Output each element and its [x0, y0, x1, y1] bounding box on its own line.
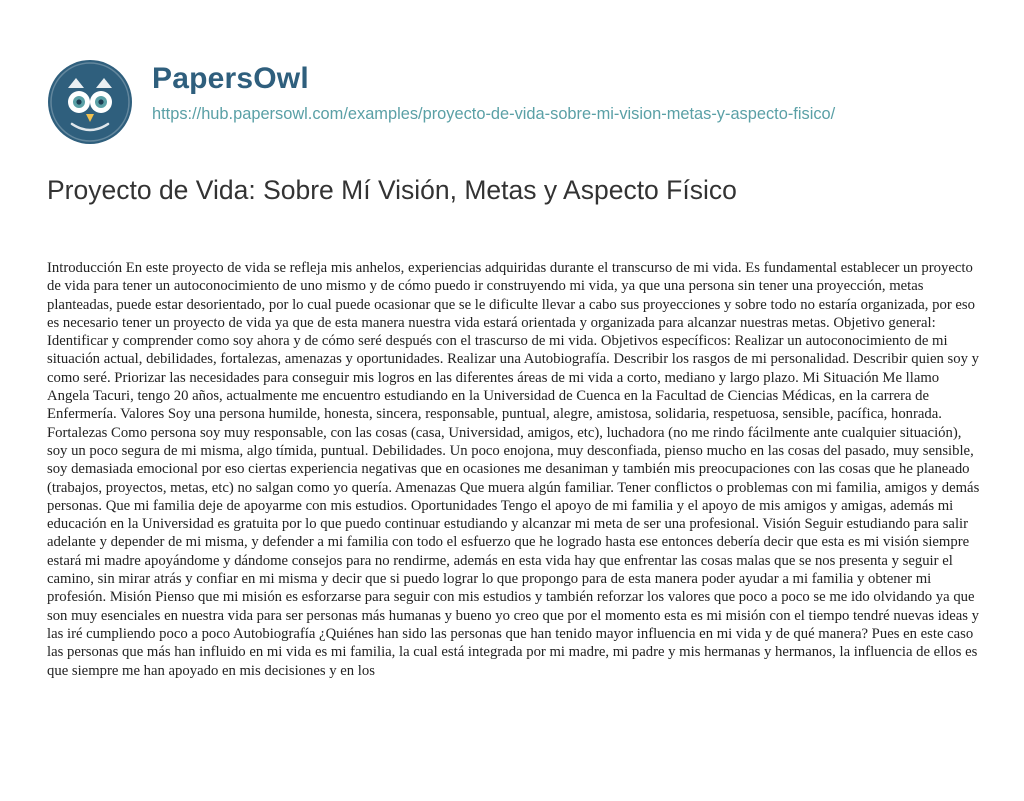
document-title: Proyecto de Vida: Sobre Mí Visión, Metas y Aspecto Físico — [47, 175, 737, 205]
brand-name[interactable]: PapersOwl — [152, 62, 309, 95]
source-url-link[interactable]: https://hub.papersowl.com/examples/proyecto-de-vida-sobre-mi-vision-metas-y-aspecto-fisico/ — [152, 105, 836, 123]
site-header — [46, 58, 1006, 138]
document-body: Introducción En este proyecto de vida se refleja mis anhelos, experiencias adquiridas durante el transcurso de mi vida. Es fundamental establecer un proyecto de vida para tener un autoconocimiento de uno mismo y de cómo puedo ir construyendo mi vida, ya que una persona sin tener una proyección, metas planteadas, puede estar desorientado, por lo cual puede ocasionar que se le dificulte llevar a cabo sus proyecciones y sobre todo no estaría organizada, por eso es necesario tener un proyecto de vida ya que de esta manera nuestra vida estará orientada y organizada para alcanzar nuestras metas. Objetivo general: Identificar y comprender como soy ahora y de cómo seré después con el trascurso de mi vida. Objetivos específicos: Realizar un autoconocimiento de mi situación actual, debilidades, fortalezas, amenazas y oportunidades. Realizar una Autobiografía. Describir los rasgos de mi personalidad. Describir quien soy y como seré. Priorizar las necesidades para conseguir mis logros en las diferentes áreas de mi vida a corto, mediano y largo plazo. Mi Situación Me llamo Angela Tacuri, tengo 20 años, actualmente me encuentro estudiando en la Universidad de Cuenca en la Facultad de Ciencias Médicas, en la carrera de Enfermería. Valores Soy una persona humilde, honesta, sincera, responsable, puntual, alegre, amistosa, solidaria, respetuosa, sensible, pacífica, honrada. Fortalezas Como persona soy muy responsable, con las cosas (casa, Universidad, amigos, etc), luchadora (no me rindo fácilmente ante cualquier situación), soy un poco segura de mi misma, algo tímida, puntual. Debilidades. Un poco enojona, muy desconfiada, pienso mucho en las cosas del pasado, muy sensible, soy demasiada emocional por eso ciertas experiencia negativas que en ocasiones me desaniman y también mis preocupaciones con las cosas que he planeado (trabajos, proyectos, metas, etc) no salgan como yo quería. Amenazas Que muera algún familiar. Tener conflictos o problemas con mi familia, amigos y demás personas. Que mi familia deje de apoyarme con mis estudios. Oportunidades Tengo el apoyo de mi familia y el apoyo de mis amigos y amigas, además mi educación en la Universidad es gratuita por lo que puedo continuar estudiando y alcanzar mi meta de ser una profesional. Visión Seguir estudiando para salir adelante y depender de mi misma, y defender a mi familia con todo el esfuerzo que he logrado hasta ese entonces debería decir que esta es mi visión siempre estará mi madre apoyándome y dándome consejos para no rendirme, además en esta vida hay que enfrentar las cosas malas que se nos presenta y seguir el camino, sin mirar atrás y confiar en mi misma y decir que si puedo lograr lo que propongo para de esta manera poder ayudar a mi familia y obtener mi profesión. Misión Pienso que mi misión es esforzarse para seguir con mis estudios y también reforzar los valores que poco a poco se me ido olvidando ya que son muy esenciales en nuestra vida para ser personas más humanas y bueno yo creo que por el momento esta es mi misión con el tiempo tendré nuevas ideas y las iré cumpliendo poco a poco Autobiografía ¿Quiénes han sido las personas que han tenido mayor influencia en mi vida y de qué manera? Pues en este caso las personas que más han influido en mi vida es mi familia, la cual está integrada por mi madre, mi padre y mis hermanas y hermanos, la influencia de ellos es que siempre me han apoyado en mis decisiones y en los — [47, 260, 980, 679]
owl-logo-icon[interactable] — [46, 58, 134, 146]
